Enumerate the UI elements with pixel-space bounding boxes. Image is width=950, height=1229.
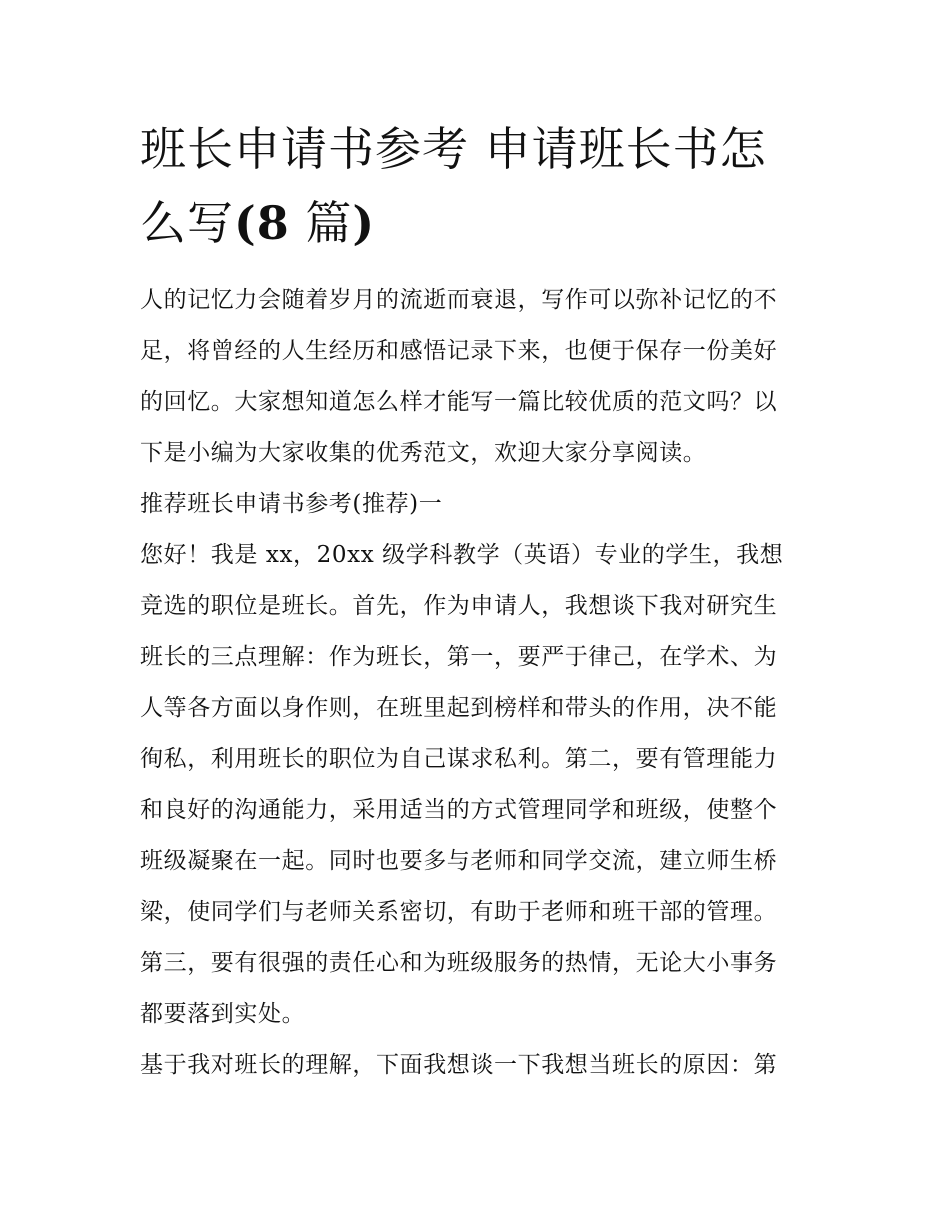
intro-line: 的回忆。大家想知道怎么样才能写一篇比较优质的范文吗？以 bbox=[140, 389, 778, 415]
body-line: 都要落到实处。 bbox=[140, 1001, 306, 1027]
title-line-2-unit: 篇 bbox=[289, 196, 353, 250]
body-line: 徇私，利用班长的职位为自己谋求私利。第二，要有管理能力 bbox=[140, 746, 778, 772]
title-line-1: 班长申请书参考 申请班长书怎 bbox=[140, 122, 767, 176]
body-line: 竞选的职位是班长。首先，作为申请人，我想谈下我对研究生 bbox=[140, 593, 778, 619]
final-line: 基于我对班长的理解，下面我想谈一下我想当班长的原因：第 bbox=[140, 1052, 778, 1078]
body-line: 班级凝聚在一起。同时也要多与老师和同学交流，建立师生桥 bbox=[140, 848, 778, 874]
document-title bbox=[140, 112, 820, 260]
body-line: 班长的三点理解：作为班长，第一，要严于律己，在学术、为 bbox=[140, 644, 778, 670]
title-line-2-prefix: 么写 bbox=[140, 196, 234, 250]
title-line-2-close: ) bbox=[352, 196, 376, 250]
body-line: 第三，要有很强的责任心和为班级服务的热情，无论大小事务 bbox=[140, 950, 778, 976]
title-line-2-count: (8 bbox=[234, 196, 290, 250]
intro-line: 下是小编为大家收集的优秀范文，欢迎大家分享阅读。 bbox=[140, 440, 707, 466]
section-heading: 推荐班长申请书参考(推荐)一 bbox=[140, 491, 443, 517]
body-line: 人等各方面以身作则，在班里起到榜样和带头的作用，决不能 bbox=[140, 695, 778, 721]
body-line: 和良好的沟通能力，采用适当的方式管理同学和班级，使整个 bbox=[140, 797, 778, 823]
body-line: 梁，使同学们与老师关系密切，有助于老师和班干部的管理。 bbox=[140, 899, 778, 925]
intro-line: 人的记忆力会随着岁月的流逝而衰退，写作可以弥补记忆的不 bbox=[140, 287, 778, 313]
body-line: 您好！我是 xx，20xx 级学科教学（英语）专业的学生，我想 bbox=[140, 542, 784, 568]
intro-line: 足，将曾经的人生经历和感悟记录下来，也便于保存一份美好 bbox=[140, 338, 778, 364]
